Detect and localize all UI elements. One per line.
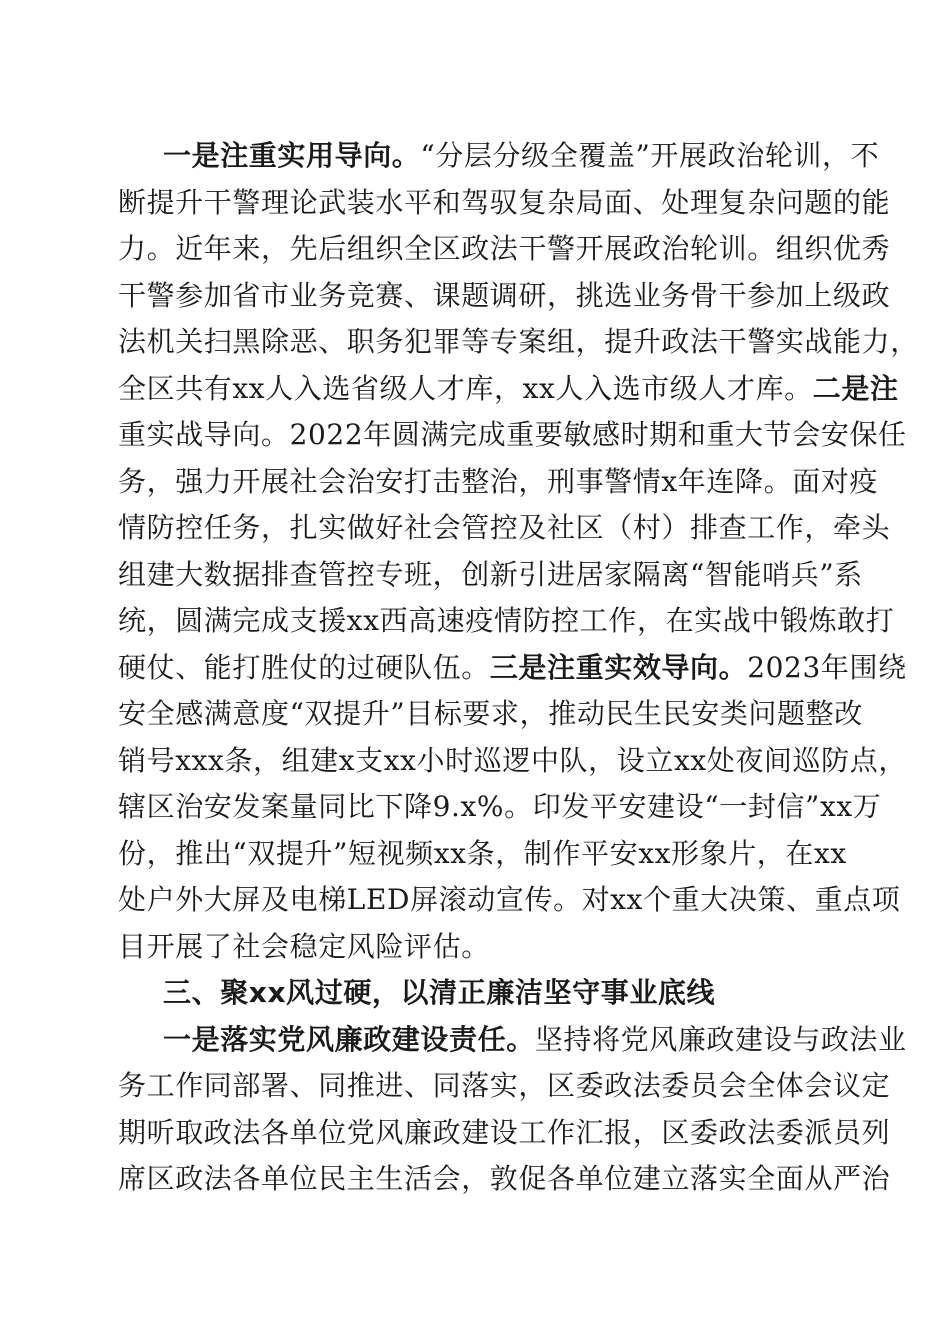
paragraph-line-3: 力。近年来，先后组织全区政法干警开展政治轮训。组织优秀 xyxy=(118,232,891,265)
paragraph-line-10: 组建大数据排查管控专班，创新引进居家隔离“智能哨兵”系 xyxy=(118,558,863,591)
paragraph-line-9: 情防控任务，扎实做好社会管控及社区（村）排查工作，牵头 xyxy=(118,511,891,544)
line-text: “分层分级全覆盖”开展政治轮训，不 xyxy=(420,139,880,172)
paragraph-line-15: 辖区治安发案量同比下降9.x%。印发平安建设“一封信”xx万 xyxy=(118,790,882,823)
paragraph2-line-1 xyxy=(163,1017,907,1063)
paragraph-line-8: 务，强力开展社会治安打击整治，刑事警情x年连降。面对疫 xyxy=(118,465,878,498)
paragraph-line-12 xyxy=(118,645,907,691)
line-text: 全区共有xx人入选省级人才库，xx人入选市级人才库。 xyxy=(118,372,813,405)
paragraph-line-13: 安全感满意度“双提升”目标要求，推动民生民安类问题整改 xyxy=(118,697,863,730)
paragraph-line-4: 干警参加省市业务竞赛、课题调研，挑选业务骨干参加上级政 xyxy=(118,279,891,312)
paragraph2-line-4: 席区政法各单位民主生活会，敦促各单位建立落实全面从严治 xyxy=(118,1162,891,1195)
paragraph-line-17: 处户外大屏及电梯LED屏滚动宣传。对xx个重大决策、重点项 xyxy=(118,883,901,916)
paragraph-line-1 xyxy=(163,133,879,179)
paragraph-line-14: 销号xxx条，组建x支xx小时巡逻中队，设立xx处夜间巡防点， xyxy=(118,744,907,777)
paragraph-line-2: 断提升干警理论武装水平和驾驭复杂局面、处理复杂问题的能 xyxy=(118,186,891,219)
paragraph2-line-3: 期听取政法各单位党风廉政建设工作汇报，区委政法委派员列 xyxy=(118,1116,891,1149)
paragraph-line-5: 法机关扫黑除恶、职务犯罪等专案组，提升政法干警实战能力， xyxy=(118,325,919,358)
paragraph-lead: 一是注重实用导向。 xyxy=(163,139,421,172)
paragraph-line-6 xyxy=(118,366,899,412)
paragraph2-line-2: 务工作同部署、同推进、同落实，区委政法委员会全体会议定 xyxy=(118,1069,891,1102)
paragraph-lead: 二是注 xyxy=(812,372,899,405)
paragraph-line-7: 重实战导向。2022年圆满完成重要敏感时期和重大节会安保任 xyxy=(118,418,907,451)
line-text: 2023年围绕 xyxy=(747,651,907,684)
paragraph-line-16: 份，推出“双提升”短视频xx条，制作平安xx形象片，在xx xyxy=(118,837,847,870)
line-text: 坚持将党风廉政建设与政法业 xyxy=(534,1023,907,1056)
section-heading: 三、聚xx风过硬，以清正廉洁坚守事业底线 xyxy=(163,976,716,1009)
paragraph-lead: 三是注重实效导向。 xyxy=(489,651,748,684)
paragraph-lead: 一是落实党风廉政建设责任。 xyxy=(163,1023,535,1056)
line-text: 硬仗、能打胜仗的过硬队伍。 xyxy=(118,651,490,684)
paragraph-line-11: 统，圆满完成支援xx西高速疫情防控工作，在实战中锻炼敢打 xyxy=(118,604,895,637)
paragraph-line-18: 目开展了社会稳定风险评估。 xyxy=(118,930,490,963)
